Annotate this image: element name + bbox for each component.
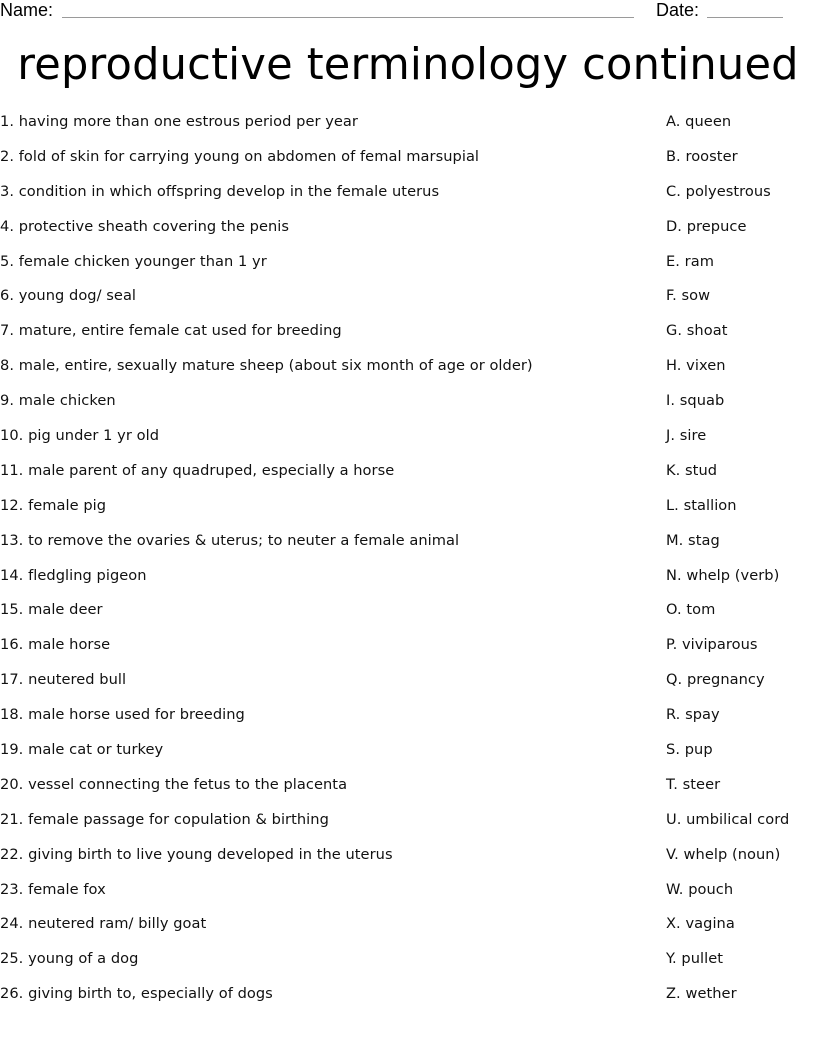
answer-text: prepuce: [686, 217, 747, 235]
clue-text: pig under 1 yr old: [28, 427, 160, 445]
clue-item: [0, 285, 640, 320]
clue-item: [0, 251, 640, 286]
answer-text: steer: [682, 775, 721, 793]
answer-text: vixen: [686, 357, 726, 375]
answer-item: [666, 495, 816, 530]
clue-number: 11.: [0, 461, 24, 479]
clue-item: [0, 774, 640, 809]
answer-item: [666, 530, 816, 565]
clue-text: female passage for copulation & birthing: [28, 810, 329, 828]
answer-item: [666, 146, 816, 181]
clue-number: 5.: [0, 252, 15, 270]
answer-letter: L.: [666, 496, 679, 514]
answer-item: [666, 111, 816, 146]
clue-number: 8.: [0, 357, 15, 375]
clue-text: female chicken younger than 1 yr: [18, 252, 267, 270]
clue-number: 21.: [0, 810, 24, 828]
answer-letter: W.: [666, 880, 684, 898]
clue-item: [0, 669, 640, 704]
answer-text: pregnancy: [686, 671, 765, 689]
answer-text: viviparous: [681, 636, 758, 654]
clue-number: 22.: [0, 845, 24, 863]
answer-letter: I.: [666, 392, 676, 410]
answer-text: sire: [679, 427, 707, 445]
clue-text: neutered ram/ billy goat: [28, 915, 207, 933]
answer-letter: C.: [666, 182, 681, 200]
answer-letter: D.: [666, 217, 682, 235]
clue-text: protective sheath covering the penis: [18, 217, 290, 235]
clue-text: to remove the ovaries & uterus; to neuter a female animal: [28, 531, 460, 549]
clue-number: 26.: [0, 985, 24, 1003]
answer-text: whelp (noun): [683, 845, 781, 863]
answer-text: vagina: [685, 915, 735, 933]
answer-letter: Y.: [666, 950, 677, 968]
answer-letter: U.: [666, 810, 682, 828]
answer-item: [666, 879, 816, 914]
clue-item: [0, 216, 640, 251]
answer-text: sow: [681, 287, 711, 305]
clue-number: 12.: [0, 496, 24, 514]
worksheet-header: [0, 0, 816, 22]
answer-text: whelp (verb): [686, 566, 780, 584]
answer-text: stallion: [683, 496, 737, 514]
answer-text: pouch: [688, 880, 734, 898]
clue-item: [0, 879, 640, 914]
clue-text: fledgling pigeon: [28, 566, 147, 584]
answer-letter: F.: [666, 287, 677, 305]
answer-letter: A.: [666, 113, 681, 130]
answer-letter: B.: [666, 147, 681, 165]
clue-item: [0, 460, 640, 495]
clue-number: 23.: [0, 880, 24, 898]
answer-letter: M.: [666, 531, 684, 549]
answer-letter: K.: [666, 461, 681, 479]
answer-item: [666, 669, 816, 704]
clue-number: 15.: [0, 601, 24, 619]
clue-text: vessel connecting the fetus to the placenta: [28, 775, 348, 793]
answer-text: pullet: [681, 950, 724, 968]
clue-item: [0, 634, 640, 669]
answer-item: [666, 320, 816, 355]
answer-letter: R.: [666, 706, 681, 724]
clue-number: 16.: [0, 636, 24, 654]
clue-text: mature, entire female cat used for breeding: [18, 322, 342, 340]
clue-number: 14.: [0, 566, 24, 584]
name-label: Name:: [0, 0, 54, 20]
answer-item: [666, 844, 816, 879]
answer-text: wether: [685, 985, 737, 1003]
clue-text: female fox: [28, 880, 106, 898]
answer-text: stag: [688, 531, 720, 549]
clue-number: 6.: [0, 287, 15, 305]
answer-text: polyestrous: [685, 182, 771, 200]
answer-letter: O.: [666, 601, 682, 619]
clue-number: 20.: [0, 775, 24, 793]
clue-item: [0, 704, 640, 739]
clue-item: [0, 495, 640, 530]
answer-text: ram: [684, 252, 714, 270]
clue-text: having more than one estrous period per year: [18, 113, 358, 130]
answer-text: squab: [679, 392, 725, 410]
answer-text: rooster: [685, 147, 738, 165]
clue-item: [0, 320, 640, 355]
answer-text: tom: [686, 601, 716, 619]
clue-number: 2.: [0, 147, 15, 165]
answer-letter: Z.: [666, 985, 681, 1003]
answer-item: [666, 565, 816, 600]
answer-item: [666, 913, 816, 948]
answer-letter: Q.: [666, 671, 683, 689]
clue-item: [0, 111, 640, 146]
answer-letter: N.: [666, 566, 682, 584]
answer-letter: T.: [666, 775, 678, 793]
clue-item: [0, 530, 640, 565]
clue-number: 25.: [0, 950, 24, 968]
answer-text: spay: [685, 706, 720, 724]
answer-item: [666, 704, 816, 739]
clue-item: [0, 844, 640, 879]
clue-item: [0, 599, 640, 634]
clue-text: male horse: [28, 636, 111, 654]
clue-text: male horse used for breeding: [28, 706, 245, 724]
answer-item: [666, 251, 816, 286]
date-label: Date:: [656, 0, 700, 20]
clue-number: 10.: [0, 427, 24, 445]
answer-text: pup: [684, 741, 713, 759]
answer-item: [666, 948, 816, 983]
clue-text: neutered bull: [28, 671, 127, 689]
answer-item: [666, 425, 816, 460]
answer-item: [666, 809, 816, 844]
answer-item: [666, 983, 816, 1018]
clue-number: 3.: [0, 182, 15, 200]
clue-text: young of a dog: [28, 950, 139, 968]
answer-text: umbilical cord: [686, 810, 790, 828]
clue-number: 17.: [0, 671, 24, 689]
answer-letter: E.: [666, 252, 680, 270]
answer-item: [666, 774, 816, 809]
clue-number: 18.: [0, 706, 24, 724]
answer-item: [666, 390, 816, 425]
answer-item: [666, 460, 816, 495]
clue-text: female pig: [28, 496, 107, 514]
answer-text: shoat: [686, 322, 728, 340]
date-field-line: [707, 17, 783, 18]
clue-item: [0, 983, 640, 1018]
answer-letter: V.: [666, 845, 679, 863]
clue-text: male, entire, sexually mature sheep (about six month of age or older): [18, 357, 533, 375]
clue-text: giving birth to live young developed in the uterus: [28, 845, 393, 863]
clue-list: [0, 111, 640, 1018]
clue-text: condition in which offspring develop in the female uterus: [18, 182, 440, 200]
clue-item: [0, 425, 640, 460]
answer-letter: J.: [666, 427, 676, 445]
answer-letter: P.: [666, 636, 678, 654]
answer-letter: S.: [666, 741, 681, 759]
clue-text: male chicken: [18, 392, 116, 410]
answer-list: [666, 111, 816, 1018]
clue-text: male cat or turkey: [28, 741, 164, 759]
clue-item: [0, 809, 640, 844]
clue-text: male parent of any quadruped, especially a horse: [28, 461, 395, 479]
clue-item: [0, 390, 640, 425]
answer-letter: H.: [666, 357, 682, 375]
page-title: reproductive terminology continued: [17, 39, 799, 90]
answer-text: queen: [685, 113, 732, 130]
name-field-line: [62, 17, 634, 18]
clue-text: young dog/ seal: [18, 287, 137, 305]
clue-item: [0, 565, 640, 600]
answer-text: stud: [685, 461, 718, 479]
clue-number: 7.: [0, 322, 15, 340]
clue-item: [0, 181, 640, 216]
clue-item: [0, 739, 640, 774]
answer-item: [666, 355, 816, 390]
clue-number: 13.: [0, 531, 24, 549]
answer-item: [666, 634, 816, 669]
clue-text: fold of skin for carrying young on abdomen of femal marsupial: [18, 147, 480, 165]
clue-number: 24.: [0, 915, 24, 933]
answer-item: [666, 599, 816, 634]
answer-letter: G.: [666, 322, 683, 340]
answer-item: [666, 181, 816, 216]
answer-item: [666, 739, 816, 774]
clue-number: 4.: [0, 217, 15, 235]
answer-item: [666, 216, 816, 251]
clue-item: [0, 355, 640, 390]
clue-item: [0, 948, 640, 983]
clue-text: giving birth to, especially of dogs: [28, 985, 273, 1003]
clue-number: 19.: [0, 741, 24, 759]
clue-text: male deer: [28, 601, 103, 619]
clue-item: [0, 913, 640, 948]
clue-number: 1.: [0, 113, 15, 130]
clue-item: [0, 146, 640, 181]
clue-number: 9.: [0, 392, 15, 410]
answer-item: [666, 285, 816, 320]
answer-letter: X.: [666, 915, 681, 933]
